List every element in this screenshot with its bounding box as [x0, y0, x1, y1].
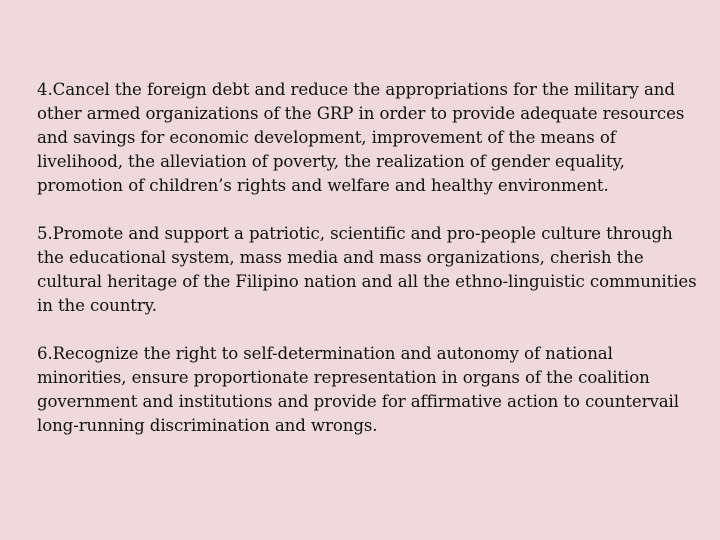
program-item-5: 5.Promote and support a patriotic, scientific and pro-people culture through the educational system, mass media and mass organizations, cherish the cultural heritage of the Filipino nation and all the ethno-linguistic communities in the country. — [37, 224, 697, 315]
program-item-6: 6.Recognize the right to self-determination and autonomy of national minorities, ensure proportionate representation in organs of the coalition government and institutions and provide for affirmative action to countervail long-running discrimination and wrongs. — [37, 344, 679, 435]
program-item-4: 4.Cancel the foreign debt and reduce the appropriations for the military and other armed organizations of the GRP in order to provide adequate resources and savings for economic development, improvement of the means of livelihood, the alleviation of poverty, the realization of gender equality, promotion of children’s rights and welfare and healthy environment. — [37, 80, 685, 195]
slide-content — [37, 78, 697, 438]
